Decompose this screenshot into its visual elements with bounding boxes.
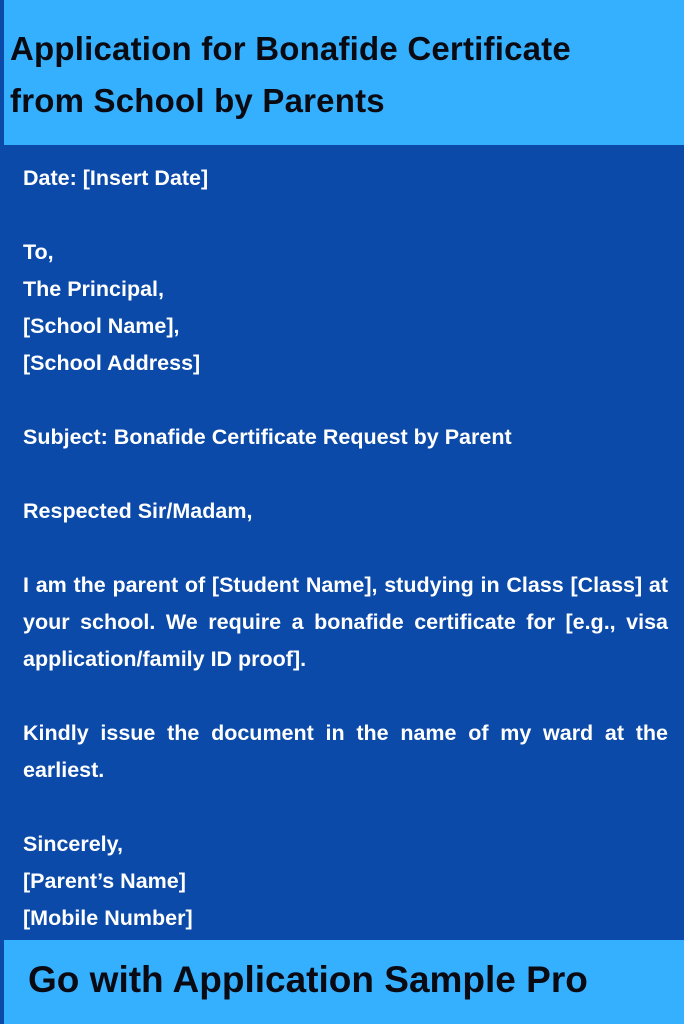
letter-paragraph-closing-request: Kindly issue the document in the name of my ward at the earliest. (23, 721, 668, 782)
letter-closing: Sincerely, (23, 832, 123, 856)
letter-school-name: [School Name], (23, 314, 180, 338)
letter-panel (0, 145, 684, 940)
spacer (23, 530, 668, 567)
letter-paragraph-request: I am the parent of [Student Name], studying in Class [Class] at your school. We require a bonafide certificate for [e.g., visa application/family ID proof]. (23, 573, 668, 671)
page-title-line-1: Application for Bonafide Certificate (10, 30, 571, 67)
letter-school-address: [School Address] (23, 351, 201, 375)
header-banner (0, 0, 684, 145)
letter-parent-name: [Parent’s Name] (23, 869, 186, 893)
letter-body (23, 160, 668, 937)
letter-to: To, (23, 240, 54, 264)
spacer (23, 789, 668, 826)
letter-mobile-number: [Mobile Number] (23, 906, 193, 930)
footer-banner (0, 940, 684, 1024)
spacer (23, 382, 668, 419)
page-title (10, 23, 670, 127)
spacer (23, 456, 668, 493)
page-title-line-2: from School by Parents (10, 82, 385, 119)
letter-subject: Subject: Bonafide Certificate Request by Parent (23, 425, 512, 449)
spacer (23, 197, 668, 234)
spacer (23, 678, 668, 715)
footer-tagline: Go with Application Sample Pro (28, 959, 588, 1000)
letter-recipient: The Principal, (23, 277, 164, 301)
letter-salutation: Respected Sir/Madam, (23, 499, 253, 523)
letter-date: Date: [Insert Date] (23, 166, 209, 190)
